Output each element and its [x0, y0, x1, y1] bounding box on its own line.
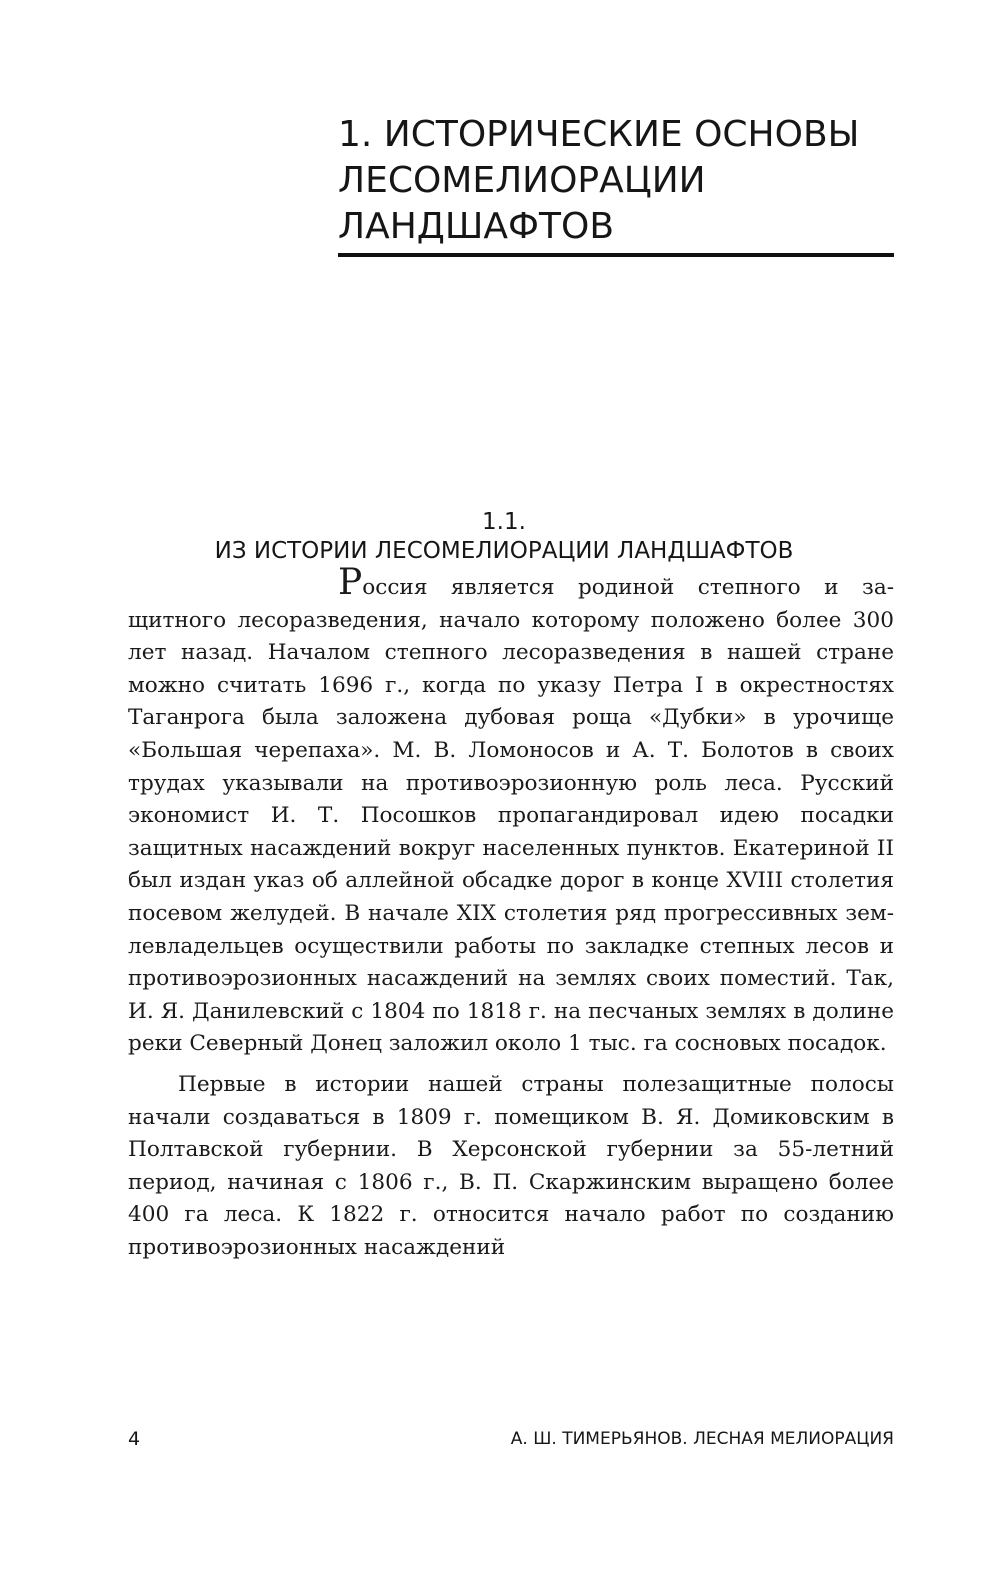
page-number: 4 — [128, 1428, 141, 1450]
chapter-title-line-1: 1. ИСТОРИЧЕСКИЕ ОСНОВЫ — [338, 114, 860, 155]
chapter-title-line-3: ЛАНДШАФТОВ — [338, 206, 615, 247]
chapter-title-line-2: ЛЕСОМЕЛИОРАЦИИ — [338, 160, 706, 201]
body-text — [128, 562, 894, 1264]
paragraph-2: Первые в истории нашей страны полезащитные полосы начали создаваться в 1809 г. помещиком В. Я. Домиковским в Полтавской губернии. В Херсонской губернии за 55-летний период, начиная с 1806 г., В. П. Скаржинским выращено более 400 га леса. К 1822 г. относится начало работ по созданию противоэрозионных насаждений — [128, 1071, 894, 1260]
section-number: 1.1. — [482, 509, 526, 535]
running-title: А. Ш. ТИМЕРЬЯНОВ. ЛЕСНАЯ МЕЛИОРАЦИЯ — [510, 1429, 894, 1449]
chapter-title — [338, 112, 898, 250]
paragraph-1: Россия является родиной степного и защитного лесоразведения, начало которому положено более 300 лет назад. Началом степного лесоразведения в нашей стране можно считать 1696 г., когда по указу Петра I в окрестностях Таганрога была заложена дубовая роща «Дубки» в урочище «Большая черепаха». М. В. Ломоносов и А. Т. Болотов в своих трудах указывали на противоэрозионную роль леса. Русский экономист И. Т. Посошков пропагандировал идею посадки защитных насаждений вокруг населенных пунктов. Екатериной II был издан указ об аллейной обсадке дорог в конце XVIII столетия посевом желудей. В начале XIX столетия ряд прогрессивных землевладельцев осуществили работы по закладке степных лесов и противоэрозионных насаждений на землях своих поместий. Так, И. Я. Данилевский с 1804 по 1818 г. на песчаных землях в долине реки Северный Донец заложил около 1 тыс. га сосновых посадок. — [128, 562, 894, 1057]
section-title: ИЗ ИСТОРИИ ЛЕСОМЕЛИОРАЦИИ ЛАНДШАФТОВ — [214, 538, 794, 564]
chapter-title-rule — [338, 253, 894, 257]
